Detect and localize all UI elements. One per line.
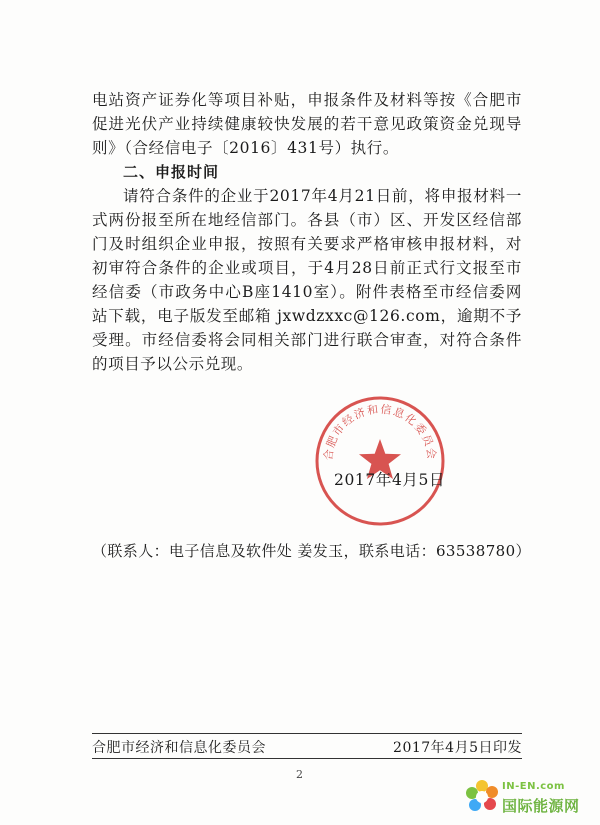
section-heading-application-time: 二、申报时间 (123, 163, 220, 181)
site-watermark (462, 773, 598, 821)
footer-print-date: 2017年4月5日印发 (393, 740, 522, 756)
official-seal (312, 393, 448, 529)
paragraph-subsidy-conditions: 电站资产证券化等项目补贴，申报条件及材料等按《合肥市促进光伏产业持续健康较快发展的若干意见政策资金兑现导则》（合经信电子〔2016〕431号）执行。 (92, 91, 522, 157)
watermark-name: 国际能源网 (502, 797, 580, 815)
footer-top-rule (92, 733, 522, 734)
watermark-site: IN-EN.com (502, 781, 565, 792)
seal-text: 合肥市经济和信息化委员会 (321, 402, 439, 462)
footer-bottom-rule (92, 758, 522, 759)
energy-flower-icon (462, 777, 502, 817)
signature-date: 2017年4月5日 (334, 471, 446, 489)
footer-issuer: 合肥市经济和信息化委员会 (92, 740, 266, 756)
paragraph-application-instructions: 请符合条件的企业于2017年4月21日前，将申报材料一式两份报至所在地经信部门。各县（市）区、开发区经信部门及时组织企业申报，按照有关要求严格审核申报材料，对初审符合条件的企业或项目，于4月28日前正式行文报至市经信委（市政务中心B座1410室）。附件表格至市经信委网站下载，电子版发至邮箱 jxwdzxxc@126.com，逾期不予受理。市经信委将会同相关部门进行联合审查，对符合条件的项目予以公示兑现。 (92, 187, 522, 373)
page-number: 2 (296, 768, 303, 781)
document-body (92, 88, 522, 376)
seal-graphic (312, 393, 448, 529)
contact-line: （联系人：电子信息及软件处 姜发玉，联系电话：63538780） (92, 542, 531, 560)
